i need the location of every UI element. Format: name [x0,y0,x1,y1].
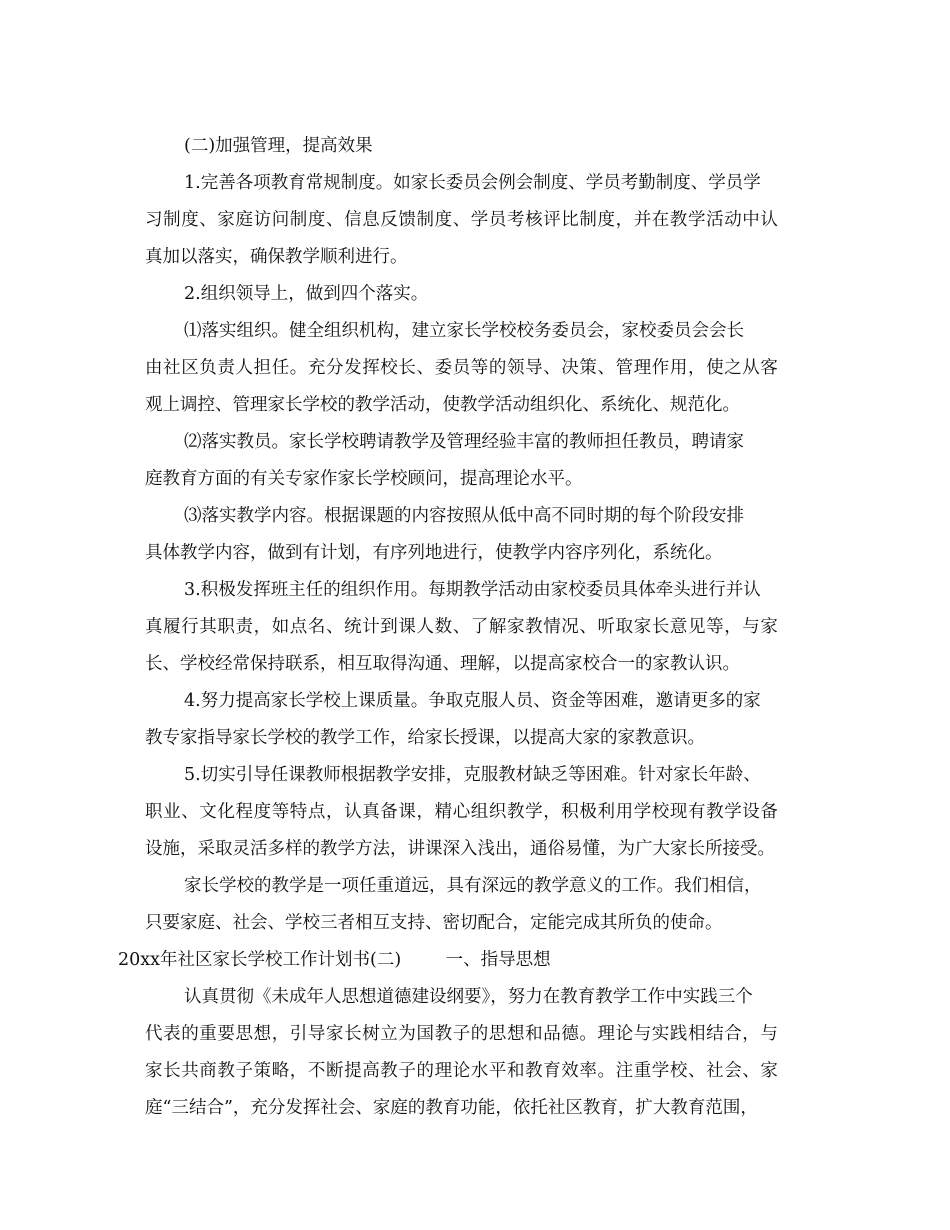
paragraph-line: 教专家指导家长学校的教学工作，给家长授课，以提高大家的家教意识。 [145,728,705,748]
paragraph-line: 1.完善各项教育常规制度。如家长委员会例会制度、学员考勤制度、学员学 [184,173,761,193]
paragraph-line: 家长共商教子策略，不断提高教子的理论水平和教育效率。注重学校、社会、家 [145,1061,779,1081]
paragraph-line: 4.努力提高家长学校上课质量。争取克服人员、资金等困难，邀请更多的家 [184,691,761,711]
paragraph-line: 家长学校的教学是一项任重道远，具有深远的教学意义的工作。我们相信， [184,876,762,896]
paragraph-line: 具体教学内容，做到有计划，有序列地进行，使教学内容序列化，系统化。 [145,543,723,563]
paragraph-line: 设施，采取灵活多样的教学方法，讲课深入浅出，通俗易懂，为广大家长所接受。 [145,839,775,859]
paragraph-line: ⑶落实教学内容。根据课题的内容按照从低中高不同时期的每个阶段安排 [184,506,744,526]
paragraph-line: ⑴落实组织。健全组织机构，建立家长学校校务委员会，家校委员会会长 [184,321,744,341]
paragraph-line: 长、学校经常保持联系，相互取得沟通、理解，以提高家校合一的家教认识。 [145,654,740,674]
paragraph-line: 真加以落实，确保教学顺利进行。 [145,247,408,267]
section-heading: (二)加强管理，提高效果 [184,136,373,156]
paragraph-line: 代表的重要思想，引导家长树立为国教子的思想和品德。理论与实践相结合，与 [145,1024,779,1044]
paragraph-line: 庭教育方面的有关专家作家长学校顾问，提高理论水平。 [145,469,583,489]
paragraph-line: 观上调控、管理家长学校的教学活动，使教学活动组织化、系统化、规范化。 [145,395,740,415]
paragraph-line: 由社区负责人担任。充分发挥校长、委员等的领导、决策、管理作用，使之从客 [145,358,779,378]
paragraph-line: ⑵落实教员。家长学校聘请教学及管理经验丰富的教师担任教员，聘请家 [184,432,744,452]
document-title-line: 20xx年社区家长学校工作计划书(二) 一、指导思想 [118,950,551,970]
paragraph-line: 职业、文化程度等特点，认真备课，精心组织教学，积极利用学校现有教学设备 [145,802,779,822]
paragraph-line: 3.积极发挥班主任的组织作用。每期教学活动由家校委员具体牵头进行并认 [184,580,761,600]
paragraph-line: 真履行其职责，如点名、统计到课人数、了解家教情况、听取家长意见等，与家 [145,617,779,637]
paragraph-line: 2.组织领导上，做到四个落实。 [184,284,429,304]
paragraph-line: 5.切实引导任课教师根据教学安排，克服教材缺乏等困难。针对家长年龄、 [184,765,761,785]
paragraph-line: 习制度、家庭访问制度、信息反馈制度、学员考核评比制度，并在教学活动中认 [145,210,779,230]
paragraph-line: 认真贯彻《未成年人思想道德建设纲要》，努力在教育教学工作中实践三个 [184,987,753,1007]
paragraph-line: 庭“三结合”，充分发挥社会、家庭的教育功能，依托社区教育，扩大教育范围， [145,1098,758,1118]
paragraph-line: 只要家庭、社会、学校三者相互支持、密切配合，定能完成其所负的使命。 [145,913,723,933]
